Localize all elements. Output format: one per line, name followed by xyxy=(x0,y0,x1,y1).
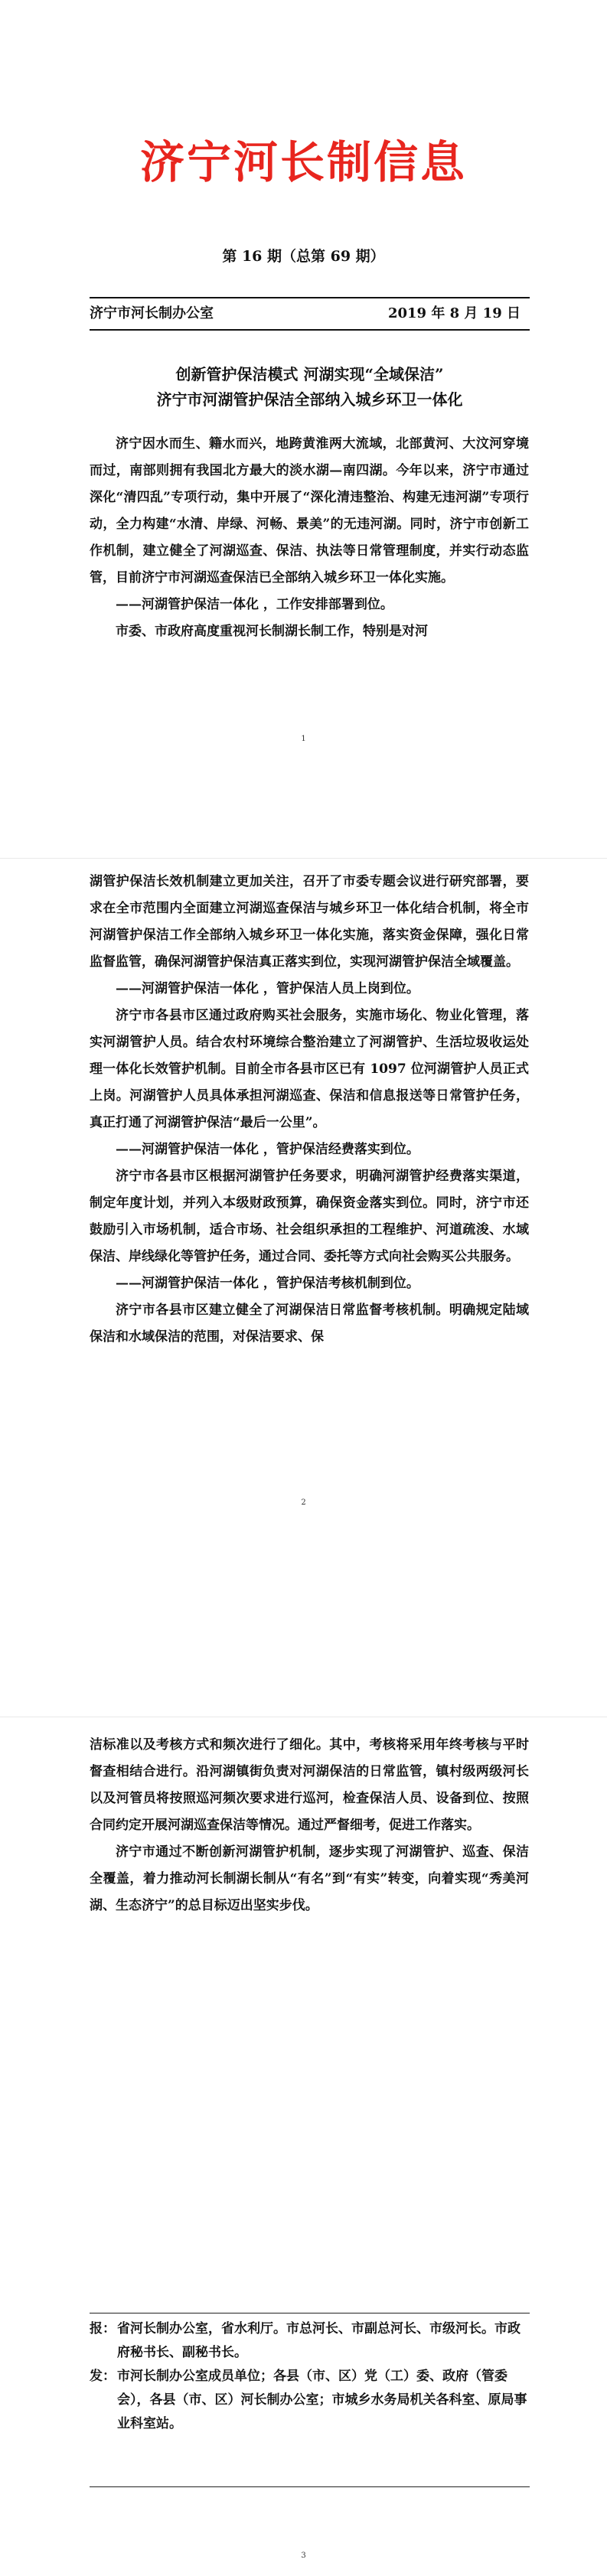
header-rule-top xyxy=(90,297,530,298)
issue-meta xyxy=(90,302,530,321)
report-label: 报： xyxy=(90,2321,116,2336)
article-body-page2 xyxy=(90,869,529,1351)
issuing-office: 济宁市河长制办公室 xyxy=(90,305,214,321)
paragraph: 济宁市通过不断创新河湖管护机制，逐步实现了河湖管护、巡查、保洁全覆盖，着力推动河长制湖长制从“有名”到“有实”转变，向着实现“秀美河湖、生态济宁”的总目标迈出坚实步伐。 xyxy=(90,1844,529,1913)
issue-number: 第 16 期（总第 69 期） xyxy=(222,248,385,265)
masthead-title: 济宁河长制信息 xyxy=(139,136,467,188)
distribution-rule-top xyxy=(90,2313,530,2314)
section-heading: ——河湖管护保洁一体化 ，管护保洁考核机制到位。 xyxy=(116,1276,419,1291)
paragraph: 湖管护保洁长效机制建立更加关注，召开了市委专题会议进行研究部署，要求在全市范围内全面建立河湖巡查保洁与城乡环卫一体化结合机制，将全市河湖管护保洁工作全部纳入城乡环卫一体化实施，落实资金保障，强化日常监督监管，确保河湖管护保洁真正落实到位，实现河湖管护保洁全域覆盖。 xyxy=(90,874,529,970)
send-recipients: 市河长制办公室成员单位；各县（市、区）党（工）委、政府（管委会），各县（市、区）河长制办公室；市城乡水务局机关各科室、原局事业科室站。 xyxy=(117,2369,527,2431)
send-to xyxy=(90,2365,530,2436)
page-1 xyxy=(0,0,607,859)
paragraph: 济宁市各县市区建立健全了河湖保洁日常监督考核机制。明确规定陆域保洁和水域保洁的范围，对保洁要求、保 xyxy=(90,1303,529,1345)
header-rule-bottom xyxy=(90,329,530,331)
page-number: 3 xyxy=(301,2552,306,2560)
paragraph: 洁标准以及考核方式和频次进行了细化。其中，考核将采用年终考核与平时督查相结合进行。沿河湖镇街负责对河湖保洁的日常监管，镇村级两级河长以及河管员将按照巡河频次要求进行巡河，检查保洁人员、设备到位、按照合同约定开展河湖巡查保洁等情况。通过严督细考，促进工作落实。 xyxy=(90,1737,529,1833)
page-number: 2 xyxy=(301,1498,306,1507)
paragraph: 济宁因水而生、籍水而兴，地跨黄淮两大流域，北部黄河、大汶河穿境而过，南部则拥有我国北方最大的淡水湖—南四湖。今年以来，济宁市通过深化“清四乱”专项行动，集中开展了“深化清违整治、构建无违河湖”专项行动，全力构建“水清、岸绿、河畅、景美”的无违河湖。同时，济宁市创新工作机制，建立健全了河湖巡查、保洁、执法等日常管理制度，并实行动态监管，目前济宁市河湖巡查保洁已全部纳入城乡环卫一体化实施。 xyxy=(90,436,529,585)
report-recipients: 省河长制办公室，省水利厅。市总河长、市副总河长、市级河长。市政府秘书长、副秘书长。 xyxy=(117,2321,521,2360)
article-title-line1: 创新管护保洁模式 河湖实现“全域保洁” xyxy=(175,365,444,383)
section-heading: ——河湖管护保洁一体化 ，管护保洁人员上岗到位。 xyxy=(116,981,419,996)
section-heading: ——河湖管护保洁一体化 ，工作安排部署到位。 xyxy=(116,597,393,612)
send-label: 发： xyxy=(90,2369,116,2384)
issue-date: 2019 年 8 月 19 日 xyxy=(387,305,521,321)
section-heading: ——河湖管护保洁一体化 ，管护保洁经费落实到位。 xyxy=(116,1142,419,1157)
paragraph: 济宁市各县市区根据河湖管护任务要求，明确河湖管护经费落实渠道，制定年度计划，并列入本级财政预算，确保资金落实到位。同时，济宁市还鼓励引入市场机制，适合市场、社会组织承担的工程维护、河道疏浚、水域保洁、岸线绿化等管护任务，通过合同、委托等方式向社会购买公共服务。 xyxy=(90,1169,529,1264)
paragraph: 济宁市各县市区通过政府购买社会服务，实施市场化、物业化管理，落实河湖管护人员。结合农村环境综合整治建立了河湖管护、生活垃圾收运处理一体化长效管护机制。目前全市各县市区已有 1097 位河湖管护人员正式上岗。河湖管护人员具体承担河湖巡查、保洁和信息报送等日常管护任务，真正打通了河湖管护保洁“最后一公里”。 xyxy=(90,1008,529,1130)
article-body-page1 xyxy=(90,431,529,645)
distribution-rule-bottom xyxy=(90,2486,530,2487)
distribution-list xyxy=(90,2317,530,2436)
article-title-line2: 济宁市河湖管护保洁全部纳入城乡环卫一体化 xyxy=(156,390,463,409)
paragraph: 市委、市政府高度重视河长制湖长制工作，特别是对河 xyxy=(116,624,428,639)
page-3 xyxy=(0,1717,607,2576)
article-body-page3 xyxy=(90,1732,529,1919)
page-number: 1 xyxy=(301,735,306,743)
page-2 xyxy=(0,859,607,1717)
report-to xyxy=(90,2317,530,2365)
